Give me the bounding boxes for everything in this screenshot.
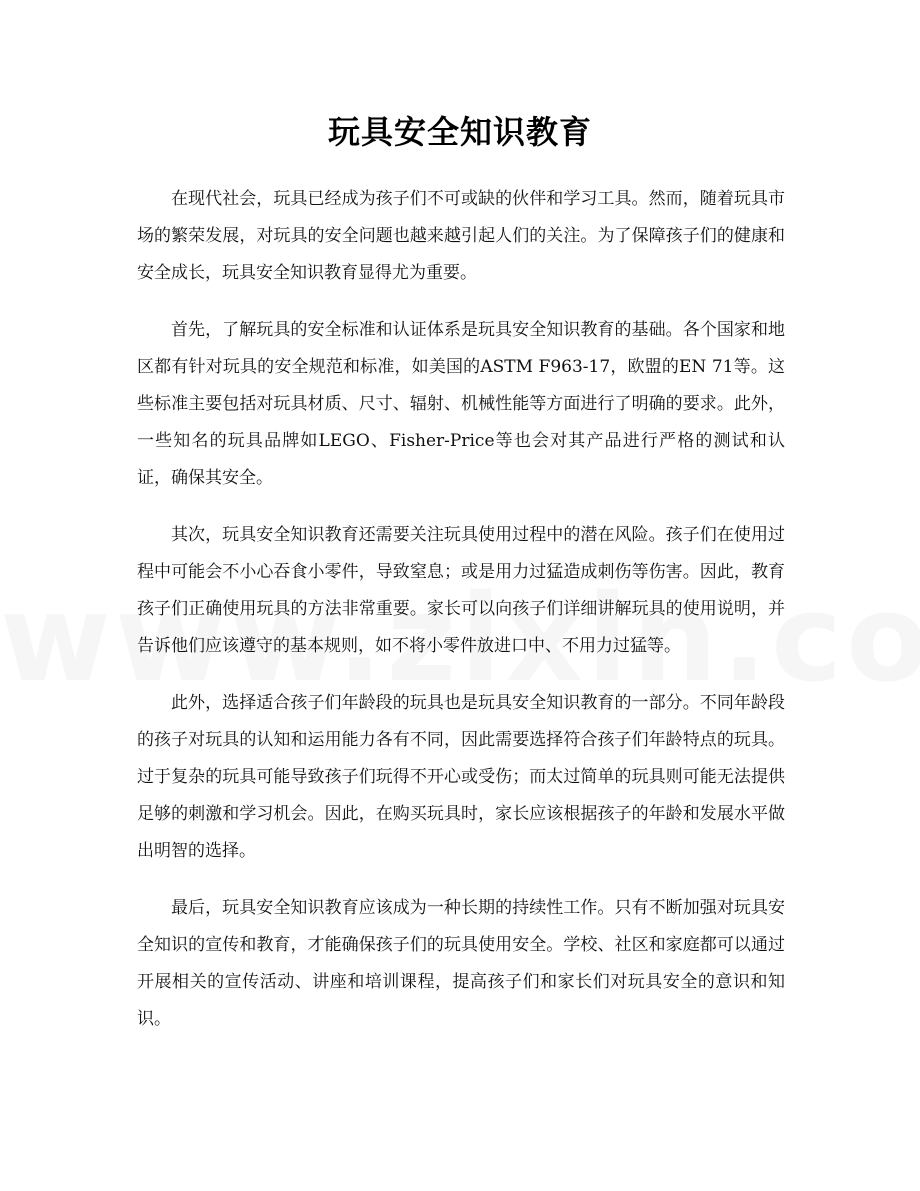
- paragraph-standards: 首先，了解玩具的安全标准和认证体系是玩具安全知识教育的基础。各个国家和地区都有针对玩具的安全规范和标准，如美国的ASTM F963-17，欧盟的EN 71等。这些标准主要包括对玩具材质、尺寸、辐射、机械性能等方面进行了明确的要求。此外，一些知名的玩具品牌如LEGO、Fisher-Price等也会对其产品进行严格的测试和认证，确保其安全。: [137, 320, 785, 488]
- paragraph-risks: 其次，玩具安全知识教育还需要关注玩具使用过程中的潜在风险。孩子们在使用过程中可能会不小心吞食小零件，导致窒息；或是用力过猛造成刺伤等伤害。因此，教育孩子们正确使用玩具的方法非常重要。家长可以向孩子们详细讲解玩具的使用说明，并告诉他们应该遵守的基本规则，如不将小零件放进口中、不用力过猛等。: [137, 525, 785, 656]
- paragraph-conclusion: 最后，玩具安全知识教育应该成为一种长期的持续性工作。只有不断加强对玩具安全知识的宣传和教育，才能确保孩子们的玩具使用安全。学校、社区和家庭都可以通过开展相关的宣传活动、讲座和培训课程，提高孩子们和家长们对玩具安全的意识和知识。: [137, 898, 785, 1029]
- document-title: 玩具安全知识教育: [327, 113, 592, 151]
- document-body: [137, 181, 785, 1058]
- paragraph-age-appropriate: 此外，选择适合孩子们年龄段的玩具也是玩具安全知识教育的一部分。不同年龄段的孩子对玩具的认知和运用能力各有不同，因此需要选择符合孩子们年龄特点的玩具。过于复杂的玩具可能导致孩子们玩得不开心或受伤；而太过简单的玩具则可能无法提供足够的刺激和学习机会。因此，在购买玩具时，家长应该根据孩子的年龄和发展水平做出明智的选择。: [137, 693, 785, 861]
- paragraph-intro: 在现代社会，玩具已经成为孩子们不可或缺的伙伴和学习工具。然而，随着玩具市场的繁荣发展，对玩具的安全问题也越来越引起人们的关注。为了保障孩子们的健康和安全成长，玩具安全知识教育显得尤为重要。: [137, 189, 785, 283]
